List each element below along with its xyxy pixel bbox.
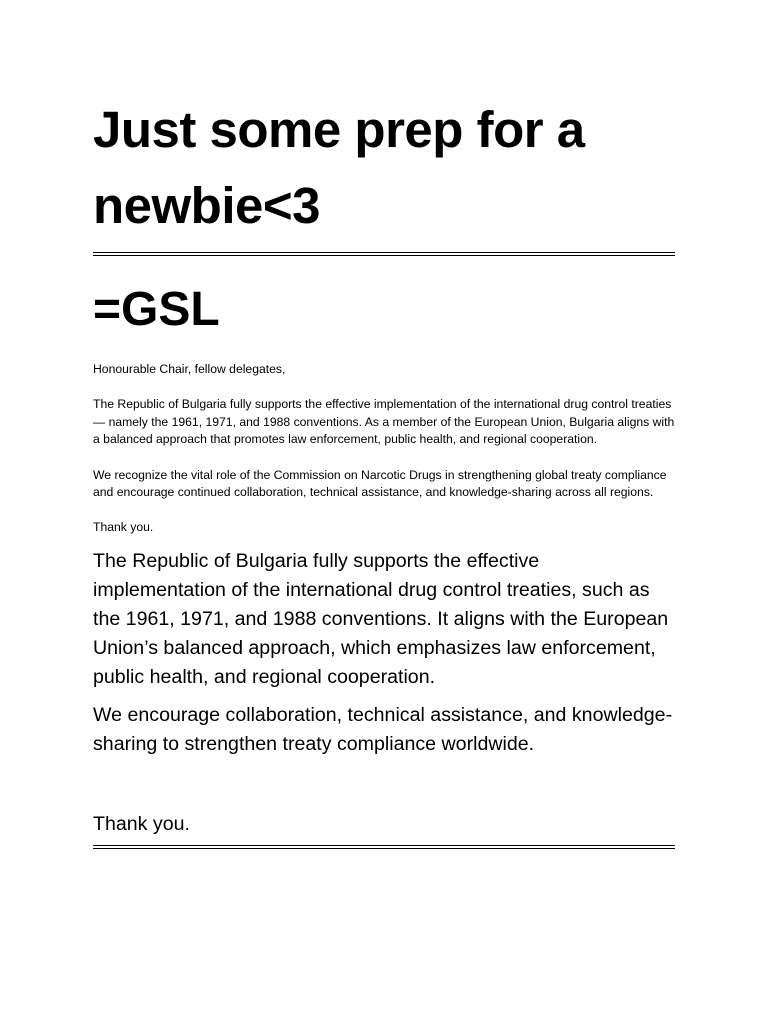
greeting-text: Honourable Chair, fellow delegates,	[93, 362, 286, 376]
long-paragraph-2: We encourage collaboration, technical assistance, and knowledge-sharing to strengthen treaty compliance worldwide.	[93, 703, 673, 755]
short-paragraph-2: We recognize the vital role of the Commission on Narcotic Drugs in strengthening global treaty compliance and encourage continued collaboration, technical assistance, and knowledge-sharing across all regions.	[93, 467, 667, 500]
closing-double-rule	[93, 845, 675, 849]
document-subtitle: =GSL	[93, 283, 220, 336]
long-paragraph-1: The Republic of Bulgaria fully supports the effective implementation of the international drug control treaties, such as the 1961, 1971, and 1988 conventions. It aligns with the European Union’s balanced approach, which emphasizes law enforcement, public health, and regional cooperation.	[93, 549, 669, 688]
short-paragraph-1: The Republic of Bulgaria fully supports the effective implementation of the international drug control treaties — namely the 1961, 1971, and 1988 conventions. As a member of the European Union, Bulgaria aligns with a balanced approach that promotes law enforcement, public health, and regional cooperation.	[93, 397, 675, 447]
document-title: Just some prep for a newbie<3	[93, 101, 585, 234]
short-closing: Thank you.	[93, 520, 154, 535]
long-closing: Thank you.	[93, 812, 190, 835]
